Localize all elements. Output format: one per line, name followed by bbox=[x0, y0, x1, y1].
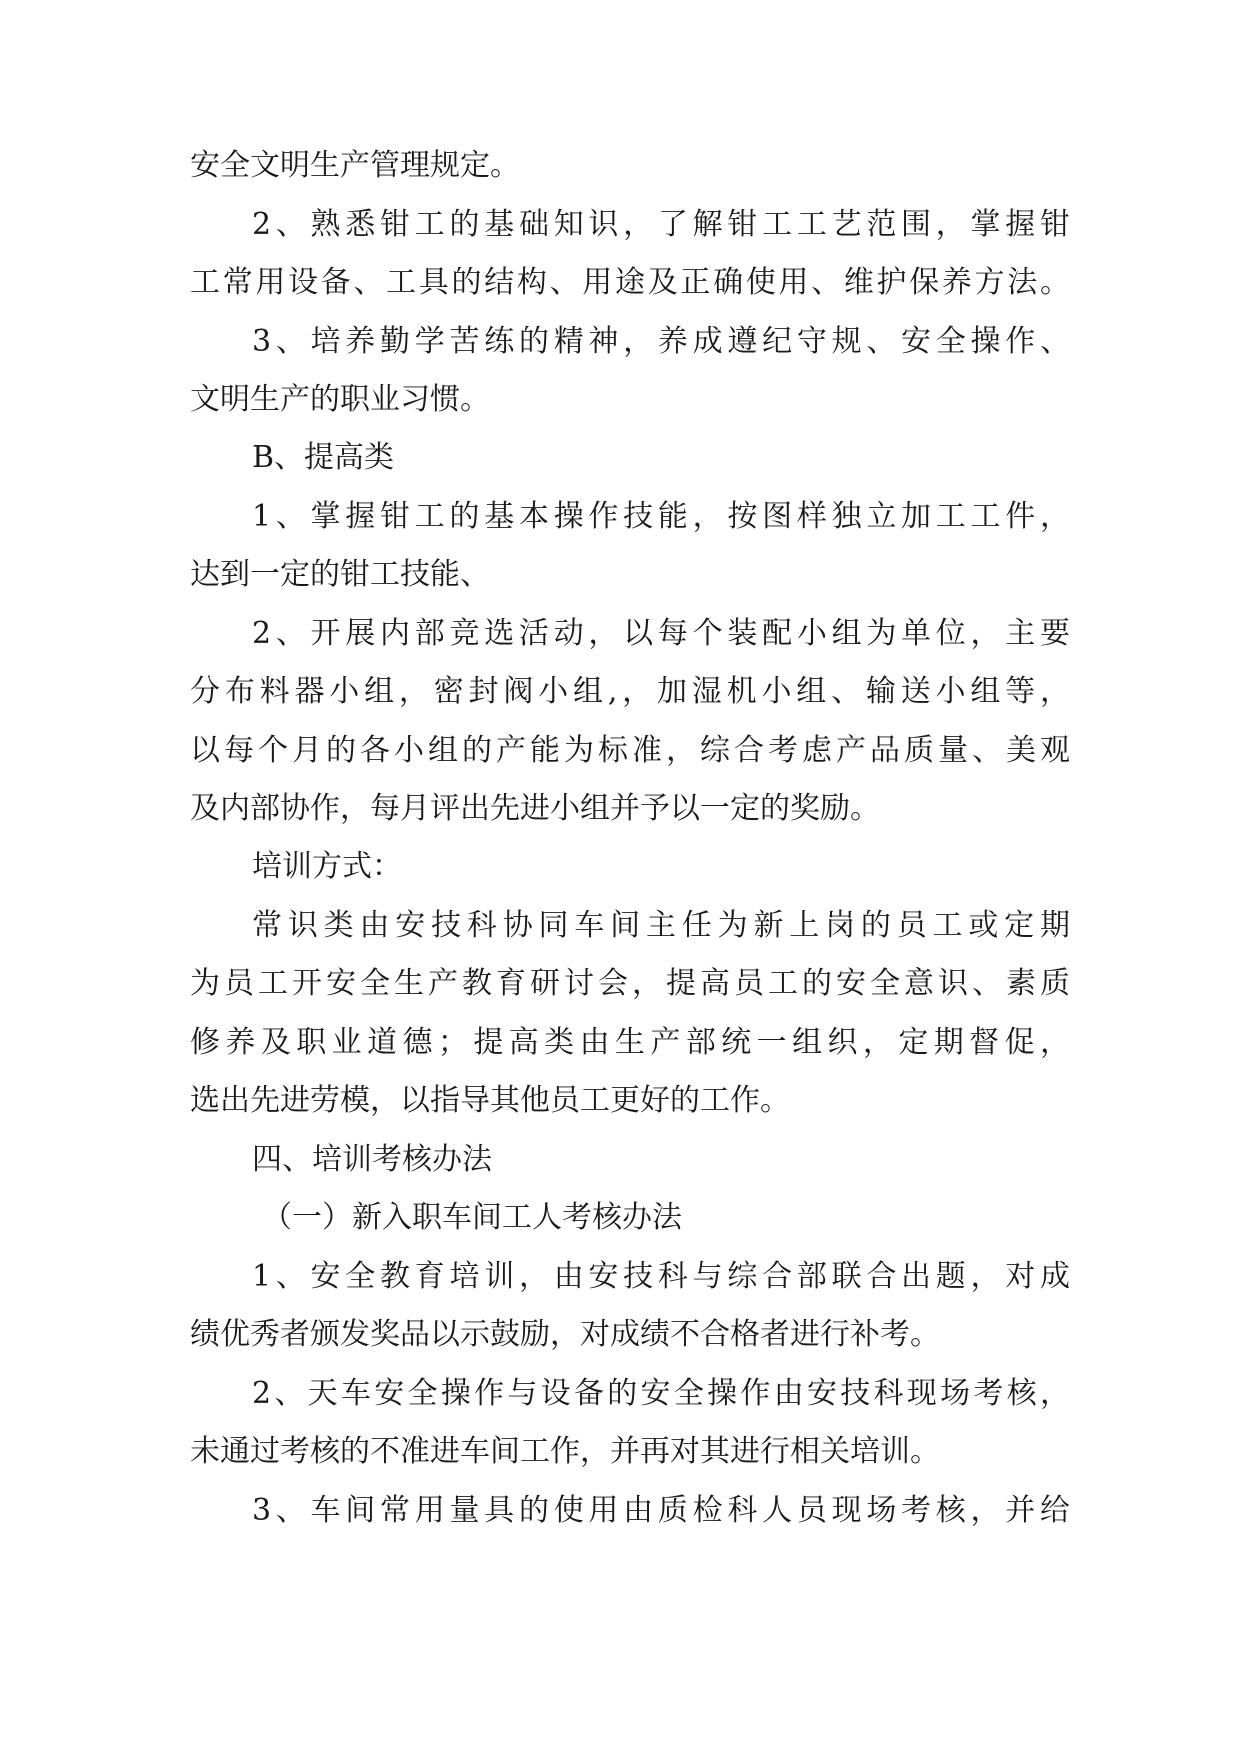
text-line: 为员工开安全生产教育研讨会，提高员工的安全意识、素质 bbox=[190, 966, 1070, 1001]
subsection-heading: （一）新入职车间工人考核办法 bbox=[262, 1200, 682, 1235]
text-line: 1、安全教育培训，由安技科与综合部联合出题，对成 bbox=[252, 1259, 1070, 1294]
text-line: 未通过考核的不准进车间工作，并再对其进行相关培训。 bbox=[190, 1434, 940, 1469]
text-line: 3、培养勤学苦练的精神，养成遵纪守规、安全操作、 bbox=[252, 324, 1070, 359]
section-heading: 四、培训考核办法 bbox=[252, 1142, 492, 1177]
section-heading: B、提高类 bbox=[252, 440, 395, 475]
text-line: 常识类由安技科协同车间主任为新上岗的员工或定期 bbox=[252, 908, 1070, 943]
text-line: 1、掌握钳工的基本操作技能，按图样独立加工工件， bbox=[252, 499, 1070, 534]
section-heading: 培训方式： bbox=[252, 849, 402, 884]
text-line: 以每个月的各小组的产能为标准，综合考虑产品质量、美观 bbox=[190, 733, 1070, 768]
text-line: 工常用设备、工具的结构、用途及正确使用、维护保养方法。 bbox=[190, 265, 1070, 300]
text-line: 文明生产的职业习惯。 bbox=[190, 382, 490, 417]
text-line: 2、熟悉钳工的基础知识，了解钳工工艺范围，掌握钳 bbox=[252, 207, 1070, 242]
text-line: 达到一定的钳工技能、 bbox=[190, 557, 490, 592]
text-line: 及内部协作，每月评出先进小组并予以一定的奖励。 bbox=[190, 791, 880, 826]
text-line: 2、天车安全操作与设备的安全操作由安技科现场考核， bbox=[252, 1376, 1070, 1411]
text-line: 2、开展内部竞选活动，以每个装配小组为单位，主要 bbox=[252, 616, 1070, 651]
text-line: 绩优秀者颁发奖品以示鼓励，对成绩不合格者进行补考。 bbox=[190, 1317, 940, 1352]
text-line: 3、车间常用量具的使用由质检科人员现场考核，并给 bbox=[252, 1493, 1070, 1528]
text-line: 分布料器小组，密封阀小组,，加湿机小组、输送小组等， bbox=[190, 674, 1070, 709]
text-line: 安全文明生产管理规定。 bbox=[190, 148, 520, 183]
text-line: 选出先进劳模，以指导其他员工更好的工作。 bbox=[190, 1083, 790, 1118]
text-line: 修养及职业道德；提高类由生产部统一组织，定期督促， bbox=[190, 1025, 1070, 1060]
